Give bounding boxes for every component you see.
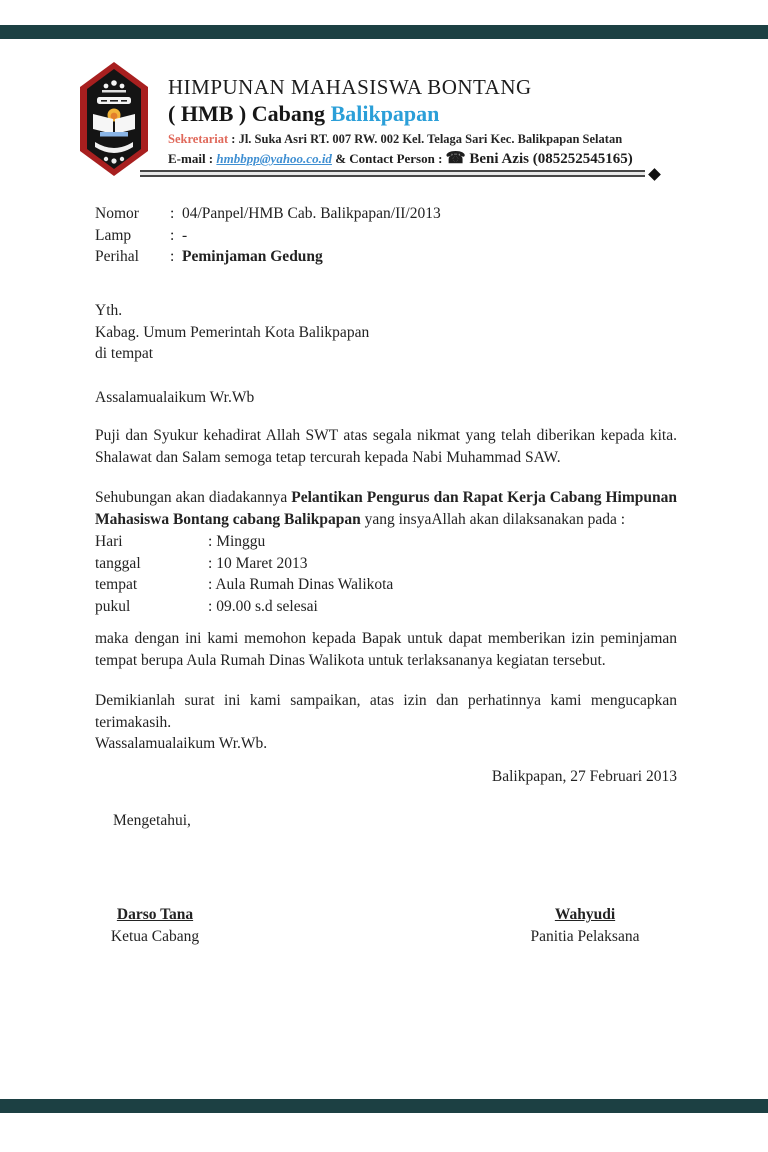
meta-row-perihal: Perihal : Peminjaman Gedung — [95, 248, 323, 265]
detail-tempat: tempat : Aula Rumah Dinas Walikota — [95, 576, 394, 593]
detail-hari: Hari : Minggu — [95, 533, 266, 550]
sekretariat-line — [168, 131, 688, 148]
signer-title-right: Panitia Pelaksana — [530, 928, 640, 945]
sekretariat-label: Sekretariat — [168, 132, 229, 146]
contact-person: Beni Azis (085252545165) — [465, 151, 633, 167]
slide-edge-bottom — [0, 1099, 768, 1113]
recipient-yth: Yth. — [95, 302, 123, 319]
email-line — [168, 149, 688, 169]
letter-meta — [95, 203, 677, 268]
paragraph-closing — [95, 690, 677, 755]
detail-tanggal: tanggal : 10 Maret 2013 — [95, 554, 308, 572]
phone-icon: ☎ — [445, 150, 466, 167]
paragraph-opening: Puji dan Syukur kehadirat Allah SWT atas segala nikmat yang telah diberikan kepada kita. Shalawat dan Salam semoga tetap tercurah kepada Nabi Muhammad SAW. — [95, 427, 677, 466]
opening-salutation: Assalamualaikum Wr.Wb — [95, 389, 255, 406]
meta-row-nomor: Nomor : 04/Panpel/HMB Cab. Balikpapan/II/2013 — [95, 205, 441, 222]
signature-left — [88, 904, 222, 948]
date-line: Balikpapan, 27 Februari 2013 — [491, 768, 677, 785]
detail-pukul: pukul : 09.00 s.d selesai — [95, 597, 318, 615]
branch-line — [168, 100, 688, 128]
branch-prefix: ( HMB ) Cabang — [168, 101, 331, 126]
event-name: Pelantikan Pengurus dan Rapat Kerja Cabang Himpunan Mahasiswa Bontang cabang Balikpapan — [95, 489, 677, 528]
letterhead-rule — [140, 170, 645, 177]
closing-salutation: Wassalamualaikum Wr.Wb. — [95, 735, 268, 752]
rule-diamond-end — [648, 168, 661, 181]
hmb-crest-logo — [80, 62, 148, 176]
recipient-name: Kabag. Umum Pemerintah Kota Balikpapan — [95, 323, 370, 341]
closing-sentence: Demikianlah surat ini kami sampaikan, atas izin dan perhatinnya kami mengucapkan terimakasih. — [95, 692, 677, 731]
email-link[interactable]: hmbbpp@yahoo.co.id — [216, 151, 332, 166]
signer-name-right: Wahyudi — [554, 906, 616, 923]
recipient-block — [95, 300, 677, 365]
letterhead — [168, 74, 688, 169]
sekretariat-address: : Jl. Suka Asri RT. 007 RW. 002 Kel. Telaga Sari Kec. Balikpapan Selatan — [228, 132, 623, 146]
lamp-value: - — [182, 226, 188, 244]
org-name: HIMPUNAN MAHASISWA BONTANG — [168, 75, 532, 99]
recipient-place: di tempat — [95, 345, 154, 362]
nomor-value: 04/Panpel/HMB Cab. Balikpapan/II/2013 — [182, 205, 441, 222]
event-details — [95, 531, 677, 617]
paragraph-request: maka dengan ini kami memohon kepada Bapak untuk dapat memberikan izin peminjaman tempat berupa Aula Rumah Dinas Walikota untuk terlaksananya kegiatan tersebut. — [95, 630, 677, 669]
email-label: E-mail : — [168, 151, 217, 166]
perihal-value: Peminjaman Gedung — [182, 248, 323, 265]
slide-edge-top — [0, 25, 768, 39]
signature-right — [508, 904, 662, 948]
meta-row-lamp: Lamp : - — [95, 226, 188, 244]
branch-city: Balikpapan — [330, 101, 440, 126]
mengetahui-label: Mengetahui, — [113, 812, 191, 829]
signer-name-left: Darso Tana — [116, 906, 194, 923]
paragraph-event: Sehubungan akan diadakannya Pelantikan Pengurus dan Rapat Kerja Cabang Himpunan Mahasiswa Bontang cabang Balikpapan yang insyaAllah akan dilaksanakan pada : — [95, 489, 677, 528]
signer-title-left: Ketua Cabang — [110, 928, 200, 945]
contact-person-label: & Contact Person : — [331, 151, 446, 166]
